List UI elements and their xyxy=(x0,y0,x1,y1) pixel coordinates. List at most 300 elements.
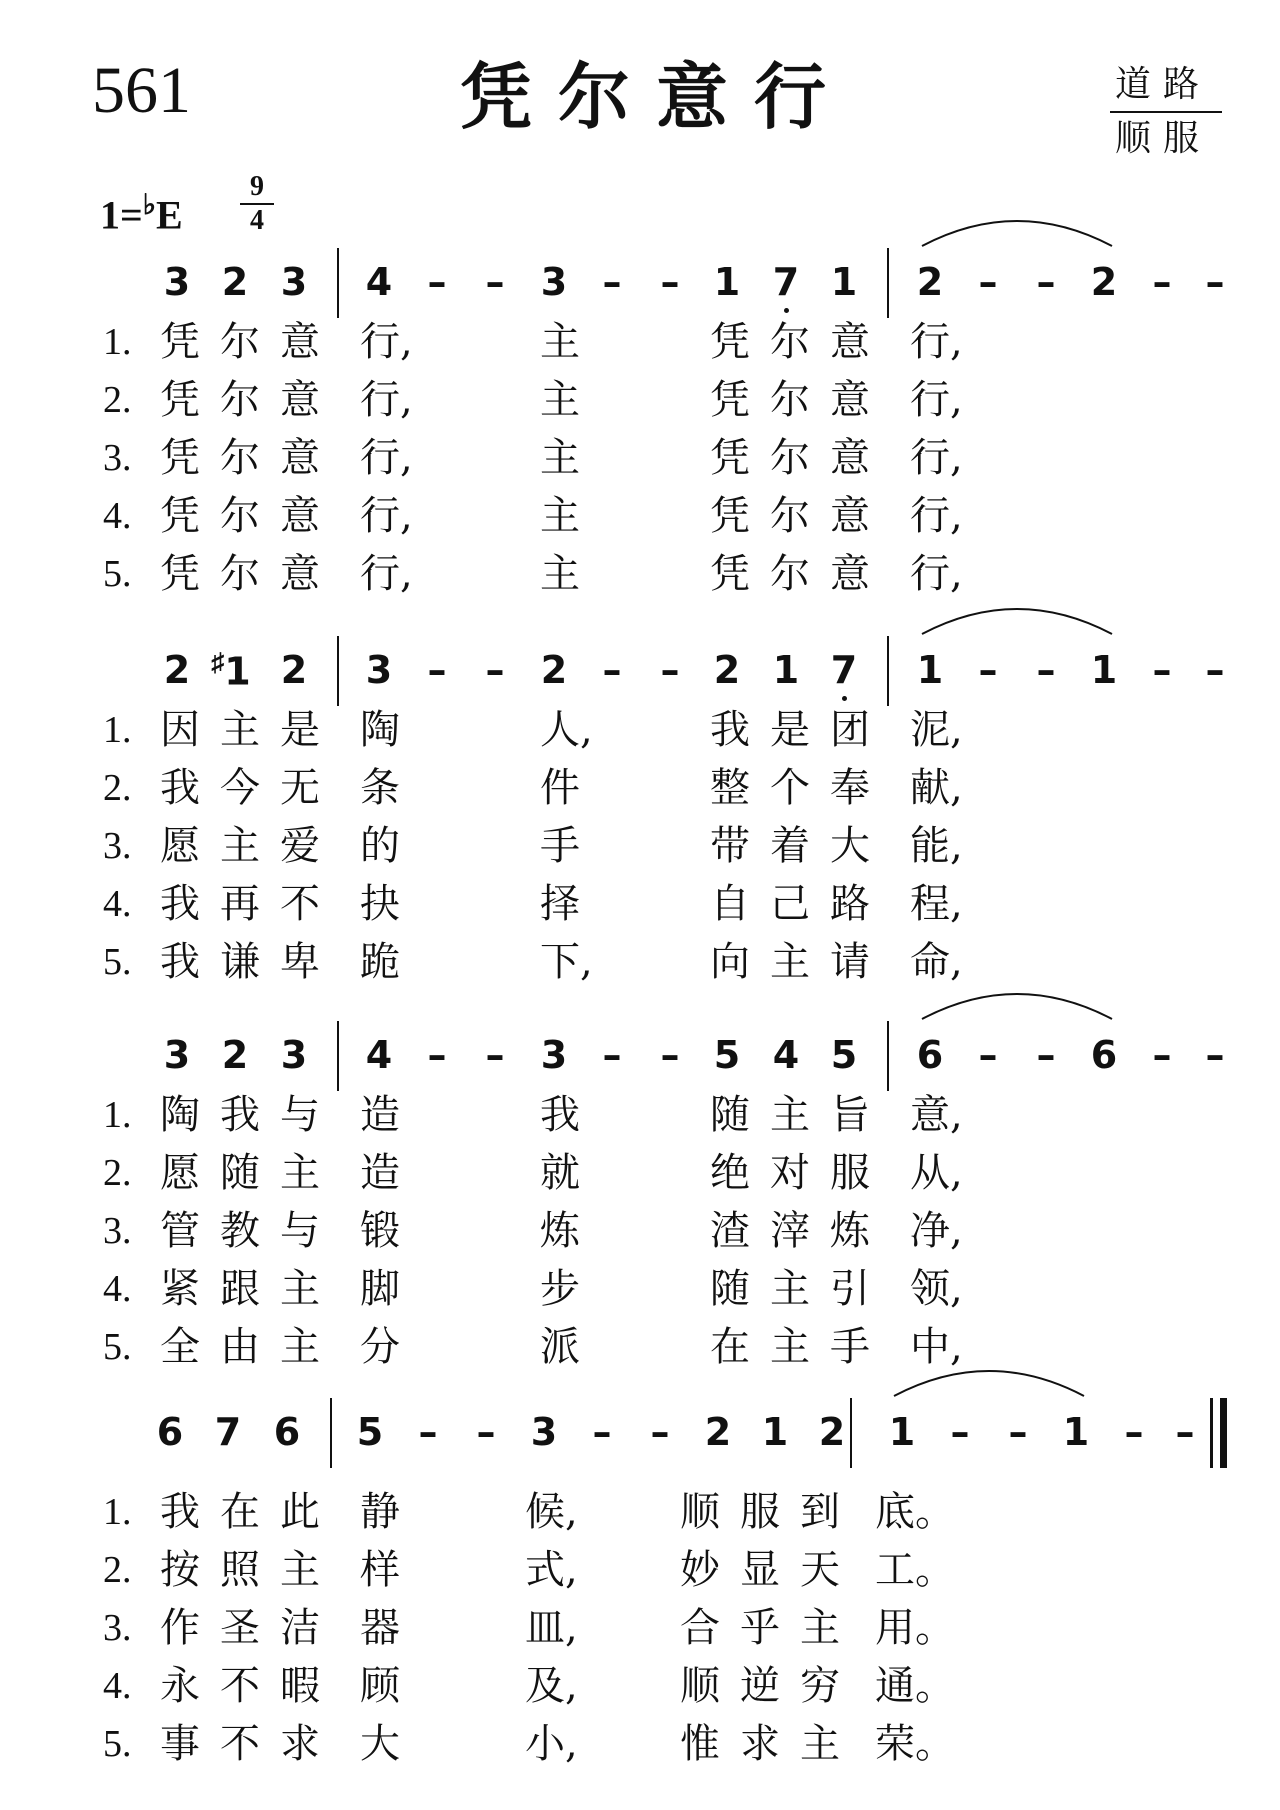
lyric-syllable: 妙 xyxy=(680,1547,720,1593)
hold-dash: – xyxy=(1152,260,1172,304)
lyric-syllable: 着 xyxy=(770,823,810,869)
lyric-syllable: 尔 xyxy=(220,493,260,539)
lyric-syllable: 行, xyxy=(910,319,963,365)
lyric-syllable: 合 xyxy=(680,1605,720,1651)
hold-dash: – xyxy=(427,260,447,304)
lyric-syllable: 主 xyxy=(280,1266,320,1312)
lyric-syllable: 主 xyxy=(220,823,260,869)
lyric-syllable: 乎 xyxy=(740,1605,780,1651)
note: 7 xyxy=(830,648,858,692)
lyric-syllable: 派 xyxy=(540,1324,580,1370)
lyric-syllable: 服 xyxy=(830,1150,870,1196)
note: 1 xyxy=(1090,648,1118,692)
verse-number: 2. xyxy=(103,379,132,421)
hold-dash: – xyxy=(1152,648,1172,692)
lyric-syllable: 我 xyxy=(710,707,750,753)
time-bottom: 4 xyxy=(250,205,264,236)
note: 6 xyxy=(916,1033,944,1077)
note: 6 xyxy=(1090,1033,1118,1077)
lyric-syllable: 管 xyxy=(160,1208,200,1254)
hold-dash: – xyxy=(602,260,622,304)
bar-line xyxy=(337,636,339,706)
note: 1 xyxy=(1062,1410,1090,1454)
verse-number: 3. xyxy=(103,1210,132,1252)
hold-dash: – xyxy=(427,648,447,692)
hold-dash: – xyxy=(1175,1410,1195,1454)
lyric-syllable: 行, xyxy=(910,493,963,539)
lyric-syllable: 尔 xyxy=(770,319,810,365)
lyric-syllable: 愿 xyxy=(160,823,200,869)
hold-dash: – xyxy=(1152,1033,1172,1077)
lyric-syllable: 器 xyxy=(360,1605,400,1651)
category-divider xyxy=(1110,111,1222,113)
lyric-syllable: 及, xyxy=(525,1663,578,1709)
lyric-syllable: 圣 xyxy=(220,1605,260,1651)
hold-dash: – xyxy=(660,260,680,304)
lyric-syllable: 条 xyxy=(360,765,400,811)
lyric-syllable: 按 xyxy=(160,1547,200,1593)
lyric-syllable: 炼 xyxy=(540,1208,580,1254)
lyric-syllable: 是 xyxy=(770,707,810,753)
lyric-syllable: 是 xyxy=(280,707,320,753)
note: 7 xyxy=(772,260,800,304)
lyric-syllable: 尔 xyxy=(220,319,260,365)
lyric-syllable: 泥, xyxy=(910,707,963,753)
bar-line xyxy=(330,1398,332,1468)
lyric-syllable: 凭 xyxy=(160,493,200,539)
verse-number: 4. xyxy=(103,1268,132,1310)
lyric-syllable: 我 xyxy=(160,939,200,985)
note: 1 xyxy=(916,648,944,692)
lyric-syllable: 炼 xyxy=(830,1208,870,1254)
sharp-sign: ♯ xyxy=(211,648,225,677)
lyric-syllable: 照 xyxy=(220,1547,260,1593)
lyric-syllable: 不 xyxy=(280,881,320,927)
lyric-syllable: 在 xyxy=(710,1324,750,1370)
key-signature xyxy=(100,186,183,238)
lyric-syllable: 小, xyxy=(525,1721,578,1767)
lyric-syllable: 我 xyxy=(160,881,200,927)
note: 7 xyxy=(214,1410,242,1454)
verse-number: 2. xyxy=(103,1549,132,1591)
low-octave-dot xyxy=(784,308,789,313)
note: 5 xyxy=(713,1033,741,1077)
lyric-syllable: 逆 xyxy=(740,1663,780,1709)
lyric-syllable: 顾 xyxy=(360,1663,400,1709)
lyric-syllable: 渣 xyxy=(710,1208,750,1254)
hold-dash: – xyxy=(1036,648,1056,692)
lyric-syllable: 行, xyxy=(360,551,413,597)
note: 3 xyxy=(540,260,568,304)
hold-dash: – xyxy=(660,648,680,692)
lyric-syllable: 求 xyxy=(740,1721,780,1767)
lyric-syllable: 尔 xyxy=(220,435,260,481)
hold-dash: – xyxy=(485,1033,505,1077)
verse-number: 5. xyxy=(103,1326,132,1368)
note: 1 xyxy=(772,648,800,692)
lyric-syllable: 我 xyxy=(160,1489,200,1535)
lyric-syllable: 凭 xyxy=(160,319,200,365)
note: 6 xyxy=(273,1410,301,1454)
key-letter: E xyxy=(156,192,183,238)
lyric-syllable: 主 xyxy=(770,939,810,985)
lyric-syllable: 献, xyxy=(910,765,963,811)
lyric-syllable: 今 xyxy=(220,765,260,811)
lyric-syllable: 滓 xyxy=(770,1208,810,1254)
time-signature xyxy=(240,172,274,236)
lyric-syllable: 我 xyxy=(220,1092,260,1138)
lyric-syllable: 锻 xyxy=(360,1208,400,1254)
lyric-syllable: 顺 xyxy=(680,1489,720,1535)
lyric-syllable: 通。 xyxy=(875,1663,955,1709)
lyric-syllable: 洁 xyxy=(280,1605,320,1651)
lyric-syllable: 大 xyxy=(360,1721,400,1767)
lyric-syllable: 意 xyxy=(830,319,870,365)
lyric-syllable: 随 xyxy=(220,1150,260,1196)
lyric-syllable: 请 xyxy=(830,939,870,985)
hold-dash: – xyxy=(592,1410,612,1454)
lyric-syllable: 候, xyxy=(525,1489,578,1535)
lyric-syllable: 行, xyxy=(360,319,413,365)
tie-slur-path xyxy=(894,1371,1084,1396)
lyric-syllable: 样 xyxy=(360,1547,400,1593)
lyric-syllable: 主 xyxy=(540,493,580,539)
lyric-syllable: 奉 xyxy=(830,765,870,811)
tie-slur xyxy=(920,210,1114,250)
lyric-syllable: 手 xyxy=(540,823,580,869)
lyric-syllable: 陶 xyxy=(360,707,400,753)
lyric-syllable: 主 xyxy=(770,1266,810,1312)
hold-dash: – xyxy=(1036,1033,1056,1077)
lyric-syllable: 凭 xyxy=(710,319,750,365)
lyric-syllable: 尔 xyxy=(770,377,810,423)
lyric-syllable: 行, xyxy=(910,377,963,423)
lyric-syllable: 主 xyxy=(770,1092,810,1138)
lyric-syllable: 作 xyxy=(160,1605,200,1651)
lyric-syllable: 意 xyxy=(280,493,320,539)
lyric-syllable: 主 xyxy=(220,707,260,753)
lyric-syllable: 意 xyxy=(280,551,320,597)
hold-dash: – xyxy=(650,1410,670,1454)
bar-line xyxy=(337,1021,339,1091)
lyric-syllable: 因 xyxy=(160,707,200,753)
lyric-syllable: 手 xyxy=(830,1324,870,1370)
lyric-syllable: 抉 xyxy=(360,881,400,927)
lyric-syllable: 意 xyxy=(830,551,870,597)
lyric-syllable: 中, xyxy=(910,1324,963,1370)
lyric-syllable: 谦 xyxy=(220,939,260,985)
lyric-syllable: 跟 xyxy=(220,1266,260,1312)
hold-dash: – xyxy=(950,1410,970,1454)
note: 3 xyxy=(530,1410,558,1454)
hold-dash: – xyxy=(1205,648,1225,692)
verse-number: 4. xyxy=(103,883,132,925)
lyric-syllable: 全 xyxy=(160,1324,200,1370)
note-digit: 1 xyxy=(224,649,251,694)
lyric-syllable: 造 xyxy=(360,1092,400,1138)
lyric-syllable: 不 xyxy=(220,1663,260,1709)
tie-slur xyxy=(892,1360,1086,1400)
lyric-syllable: 天 xyxy=(800,1547,840,1593)
hold-dash: – xyxy=(978,648,998,692)
note: 3 xyxy=(280,1033,308,1077)
lyric-syllable: 用。 xyxy=(875,1605,955,1651)
lyric-syllable: 程, xyxy=(910,881,963,927)
low-octave-dot xyxy=(842,696,847,701)
hold-dash: – xyxy=(660,1033,680,1077)
lyric-syllable: 愿 xyxy=(160,1150,200,1196)
verse-number: 3. xyxy=(103,437,132,479)
verse-number: 5. xyxy=(103,1723,132,1765)
lyric-syllable: 意 xyxy=(280,377,320,423)
lyric-syllable: 件 xyxy=(540,765,580,811)
lyric-syllable: 爱 xyxy=(280,823,320,869)
lyric-syllable: 随 xyxy=(710,1266,750,1312)
verse-number: 3. xyxy=(103,1607,132,1649)
note: 3 xyxy=(163,1033,191,1077)
note: 3 xyxy=(540,1033,568,1077)
verse-number: 2. xyxy=(103,767,132,809)
lyric-syllable: 意 xyxy=(830,377,870,423)
note: 1 xyxy=(830,260,858,304)
hold-dash: – xyxy=(1124,1410,1144,1454)
lyric-syllable: 脚 xyxy=(360,1266,400,1312)
lyric-syllable: 再 xyxy=(220,881,260,927)
lyric-syllable: 主 xyxy=(540,377,580,423)
lyric-syllable: 就 xyxy=(540,1150,580,1196)
category-top: 道路 xyxy=(1115,64,1212,105)
lyric-syllable: 造 xyxy=(360,1150,400,1196)
hold-dash: – xyxy=(418,1410,438,1454)
lyric-syllable: 底。 xyxy=(875,1489,955,1535)
lyric-syllable: 求 xyxy=(280,1721,320,1767)
key-prefix: 1= xyxy=(100,192,143,238)
hold-dash: – xyxy=(485,648,505,692)
verse-number: 3. xyxy=(103,825,132,867)
lyric-syllable: 的 xyxy=(360,823,400,869)
note: 3 xyxy=(365,648,393,692)
tie-slur xyxy=(920,598,1114,638)
lyric-syllable: 凭 xyxy=(160,435,200,481)
lyric-syllable: 凭 xyxy=(160,377,200,423)
lyric-syllable: 尔 xyxy=(770,493,810,539)
bar-line xyxy=(887,636,889,706)
verse-number: 2. xyxy=(103,1152,132,1194)
note: 6 xyxy=(156,1410,184,1454)
lyric-syllable: 卑 xyxy=(280,939,320,985)
note: 2 xyxy=(540,648,568,692)
lyric-syllable: 命, xyxy=(910,939,963,985)
tie-slur-path xyxy=(922,221,1112,246)
lyric-syllable: 暇 xyxy=(280,1663,320,1709)
lyric-syllable: 凭 xyxy=(710,493,750,539)
lyric-syllable: 凭 xyxy=(710,377,750,423)
lyric-syllable: 自 xyxy=(710,881,750,927)
lyric-syllable: 教 xyxy=(220,1208,260,1254)
hold-dash: – xyxy=(978,260,998,304)
note xyxy=(205,650,257,692)
note: 2 xyxy=(280,648,308,692)
lyric-syllable: 无 xyxy=(280,765,320,811)
lyric-syllable: 步 xyxy=(540,1266,580,1312)
lyric-syllable: 择 xyxy=(540,881,580,927)
lyric-syllable: 皿, xyxy=(525,1605,578,1651)
note: 2 xyxy=(704,1410,732,1454)
verse-number: 5. xyxy=(103,553,132,595)
note: 2 xyxy=(163,648,191,692)
note: 3 xyxy=(280,260,308,304)
tie-slur-path xyxy=(922,609,1112,634)
lyric-syllable: 不 xyxy=(220,1721,260,1767)
lyric-syllable: 服 xyxy=(740,1489,780,1535)
note: 2 xyxy=(221,260,249,304)
lyric-syllable: 凭 xyxy=(710,551,750,597)
verse-number: 1. xyxy=(103,1491,132,1533)
lyric-syllable: 个 xyxy=(770,765,810,811)
lyric-syllable: 意 xyxy=(280,435,320,481)
lyric-syllable: 到 xyxy=(800,1489,840,1535)
hold-dash: – xyxy=(1036,260,1056,304)
lyric-syllable: 整 xyxy=(710,765,750,811)
lyric-syllable: 尔 xyxy=(770,551,810,597)
lyric-syllable: 行, xyxy=(910,435,963,481)
lyric-syllable: 事 xyxy=(160,1721,200,1767)
note: 5 xyxy=(356,1410,384,1454)
lyric-syllable: 主 xyxy=(280,1547,320,1593)
bar-line xyxy=(887,1021,889,1091)
lyric-syllable: 路 xyxy=(830,881,870,927)
lyric-syllable: 随 xyxy=(710,1092,750,1138)
lyric-syllable: 凭 xyxy=(160,551,200,597)
lyric-syllable: 荣。 xyxy=(875,1721,955,1767)
verse-number: 1. xyxy=(103,1094,132,1136)
lyric-syllable: 主 xyxy=(280,1150,320,1196)
lyric-syllable: 意 xyxy=(830,435,870,481)
hold-dash: – xyxy=(1205,260,1225,304)
lyric-syllable: 主 xyxy=(770,1324,810,1370)
bar-line xyxy=(337,248,339,318)
lyric-syllable: 惟 xyxy=(680,1721,720,1767)
lyric-syllable: 穷 xyxy=(800,1663,840,1709)
lyric-syllable: 意 xyxy=(280,319,320,365)
lyric-syllable: 与 xyxy=(280,1092,320,1138)
note: 3 xyxy=(163,260,191,304)
note: 2 xyxy=(1090,260,1118,304)
note: 1 xyxy=(761,1410,789,1454)
lyric-syllable: 紧 xyxy=(160,1266,200,1312)
hold-dash: – xyxy=(1008,1410,1028,1454)
note: 4 xyxy=(365,260,393,304)
lyric-syllable: 意, xyxy=(910,1092,963,1138)
hymn-number: 561 xyxy=(92,54,191,127)
lyric-syllable: 行, xyxy=(910,551,963,597)
tie-slur-path xyxy=(922,994,1112,1019)
note: 1 xyxy=(713,260,741,304)
lyric-syllable: 引 xyxy=(830,1266,870,1312)
lyric-syllable: 跪 xyxy=(360,939,400,985)
lyric-syllable: 尔 xyxy=(220,551,260,597)
lyric-syllable: 凭 xyxy=(710,435,750,481)
note: 4 xyxy=(772,1033,800,1077)
lyric-syllable: 永 xyxy=(160,1663,200,1709)
lyric-syllable: 能, xyxy=(910,823,963,869)
final-bar-thick xyxy=(1220,1398,1227,1468)
lyric-syllable: 我 xyxy=(540,1092,580,1138)
verse-number: 4. xyxy=(103,495,132,537)
lyric-syllable: 主 xyxy=(540,319,580,365)
note: 2 xyxy=(818,1410,846,1454)
time-top: 9 xyxy=(250,171,264,202)
lyric-syllable: 大 xyxy=(830,823,870,869)
flat-sign: ♭ xyxy=(142,190,157,221)
lyric-syllable: 行, xyxy=(360,493,413,539)
lyric-syllable: 己 xyxy=(770,881,810,927)
bar-line xyxy=(850,1398,852,1468)
lyric-syllable: 主 xyxy=(800,1721,840,1767)
lyric-syllable: 主 xyxy=(540,551,580,597)
lyric-syllable: 与 xyxy=(280,1208,320,1254)
verse-number: 5. xyxy=(103,941,132,983)
lyric-syllable: 尔 xyxy=(770,435,810,481)
verse-number: 4. xyxy=(103,1665,132,1707)
lyric-syllable: 团 xyxy=(830,707,870,753)
note: 5 xyxy=(830,1033,858,1077)
hold-dash: – xyxy=(476,1410,496,1454)
lyric-syllable: 下, xyxy=(540,939,593,985)
hymn-title: 凭尔意行 xyxy=(460,54,853,139)
lyric-syllable: 在 xyxy=(220,1489,260,1535)
lyric-syllable: 主 xyxy=(540,435,580,481)
tie-slur xyxy=(920,983,1114,1023)
lyric-syllable: 行, xyxy=(360,435,413,481)
lyric-syllable: 主 xyxy=(280,1324,320,1370)
lyric-syllable: 分 xyxy=(360,1324,400,1370)
lyric-syllable: 旨 xyxy=(830,1092,870,1138)
hold-dash: – xyxy=(978,1033,998,1077)
lyric-syllable: 领, xyxy=(910,1266,963,1312)
hold-dash: – xyxy=(602,648,622,692)
lyric-syllable: 陶 xyxy=(160,1092,200,1138)
lyric-syllable: 净, xyxy=(910,1208,963,1254)
lyric-syllable: 从, xyxy=(910,1150,963,1196)
note: 4 xyxy=(365,1033,393,1077)
note: 2 xyxy=(713,648,741,692)
lyric-syllable: 顺 xyxy=(680,1663,720,1709)
lyric-syllable: 此 xyxy=(280,1489,320,1535)
hold-dash: – xyxy=(602,1033,622,1077)
verse-number: 1. xyxy=(103,321,132,363)
lyric-syllable: 显 xyxy=(740,1547,780,1593)
lyric-syllable: 尔 xyxy=(220,377,260,423)
note: 2 xyxy=(221,1033,249,1077)
lyric-syllable: 向 xyxy=(710,939,750,985)
lyric-syllable: 行, xyxy=(360,377,413,423)
bar-line xyxy=(887,248,889,318)
lyric-syllable: 静 xyxy=(360,1489,400,1535)
lyric-syllable: 意 xyxy=(830,493,870,539)
lyric-syllable: 对 xyxy=(770,1150,810,1196)
note: 1 xyxy=(888,1410,916,1454)
hold-dash: – xyxy=(485,260,505,304)
lyric-syllable: 带 xyxy=(710,823,750,869)
lyric-syllable: 绝 xyxy=(710,1150,750,1196)
category-bottom: 顺服 xyxy=(1115,118,1212,159)
lyric-syllable: 工。 xyxy=(875,1547,955,1593)
lyric-syllable: 主 xyxy=(800,1605,840,1651)
hold-dash: – xyxy=(1205,1033,1225,1077)
lyric-syllable: 我 xyxy=(160,765,200,811)
verse-number: 1. xyxy=(103,709,132,751)
